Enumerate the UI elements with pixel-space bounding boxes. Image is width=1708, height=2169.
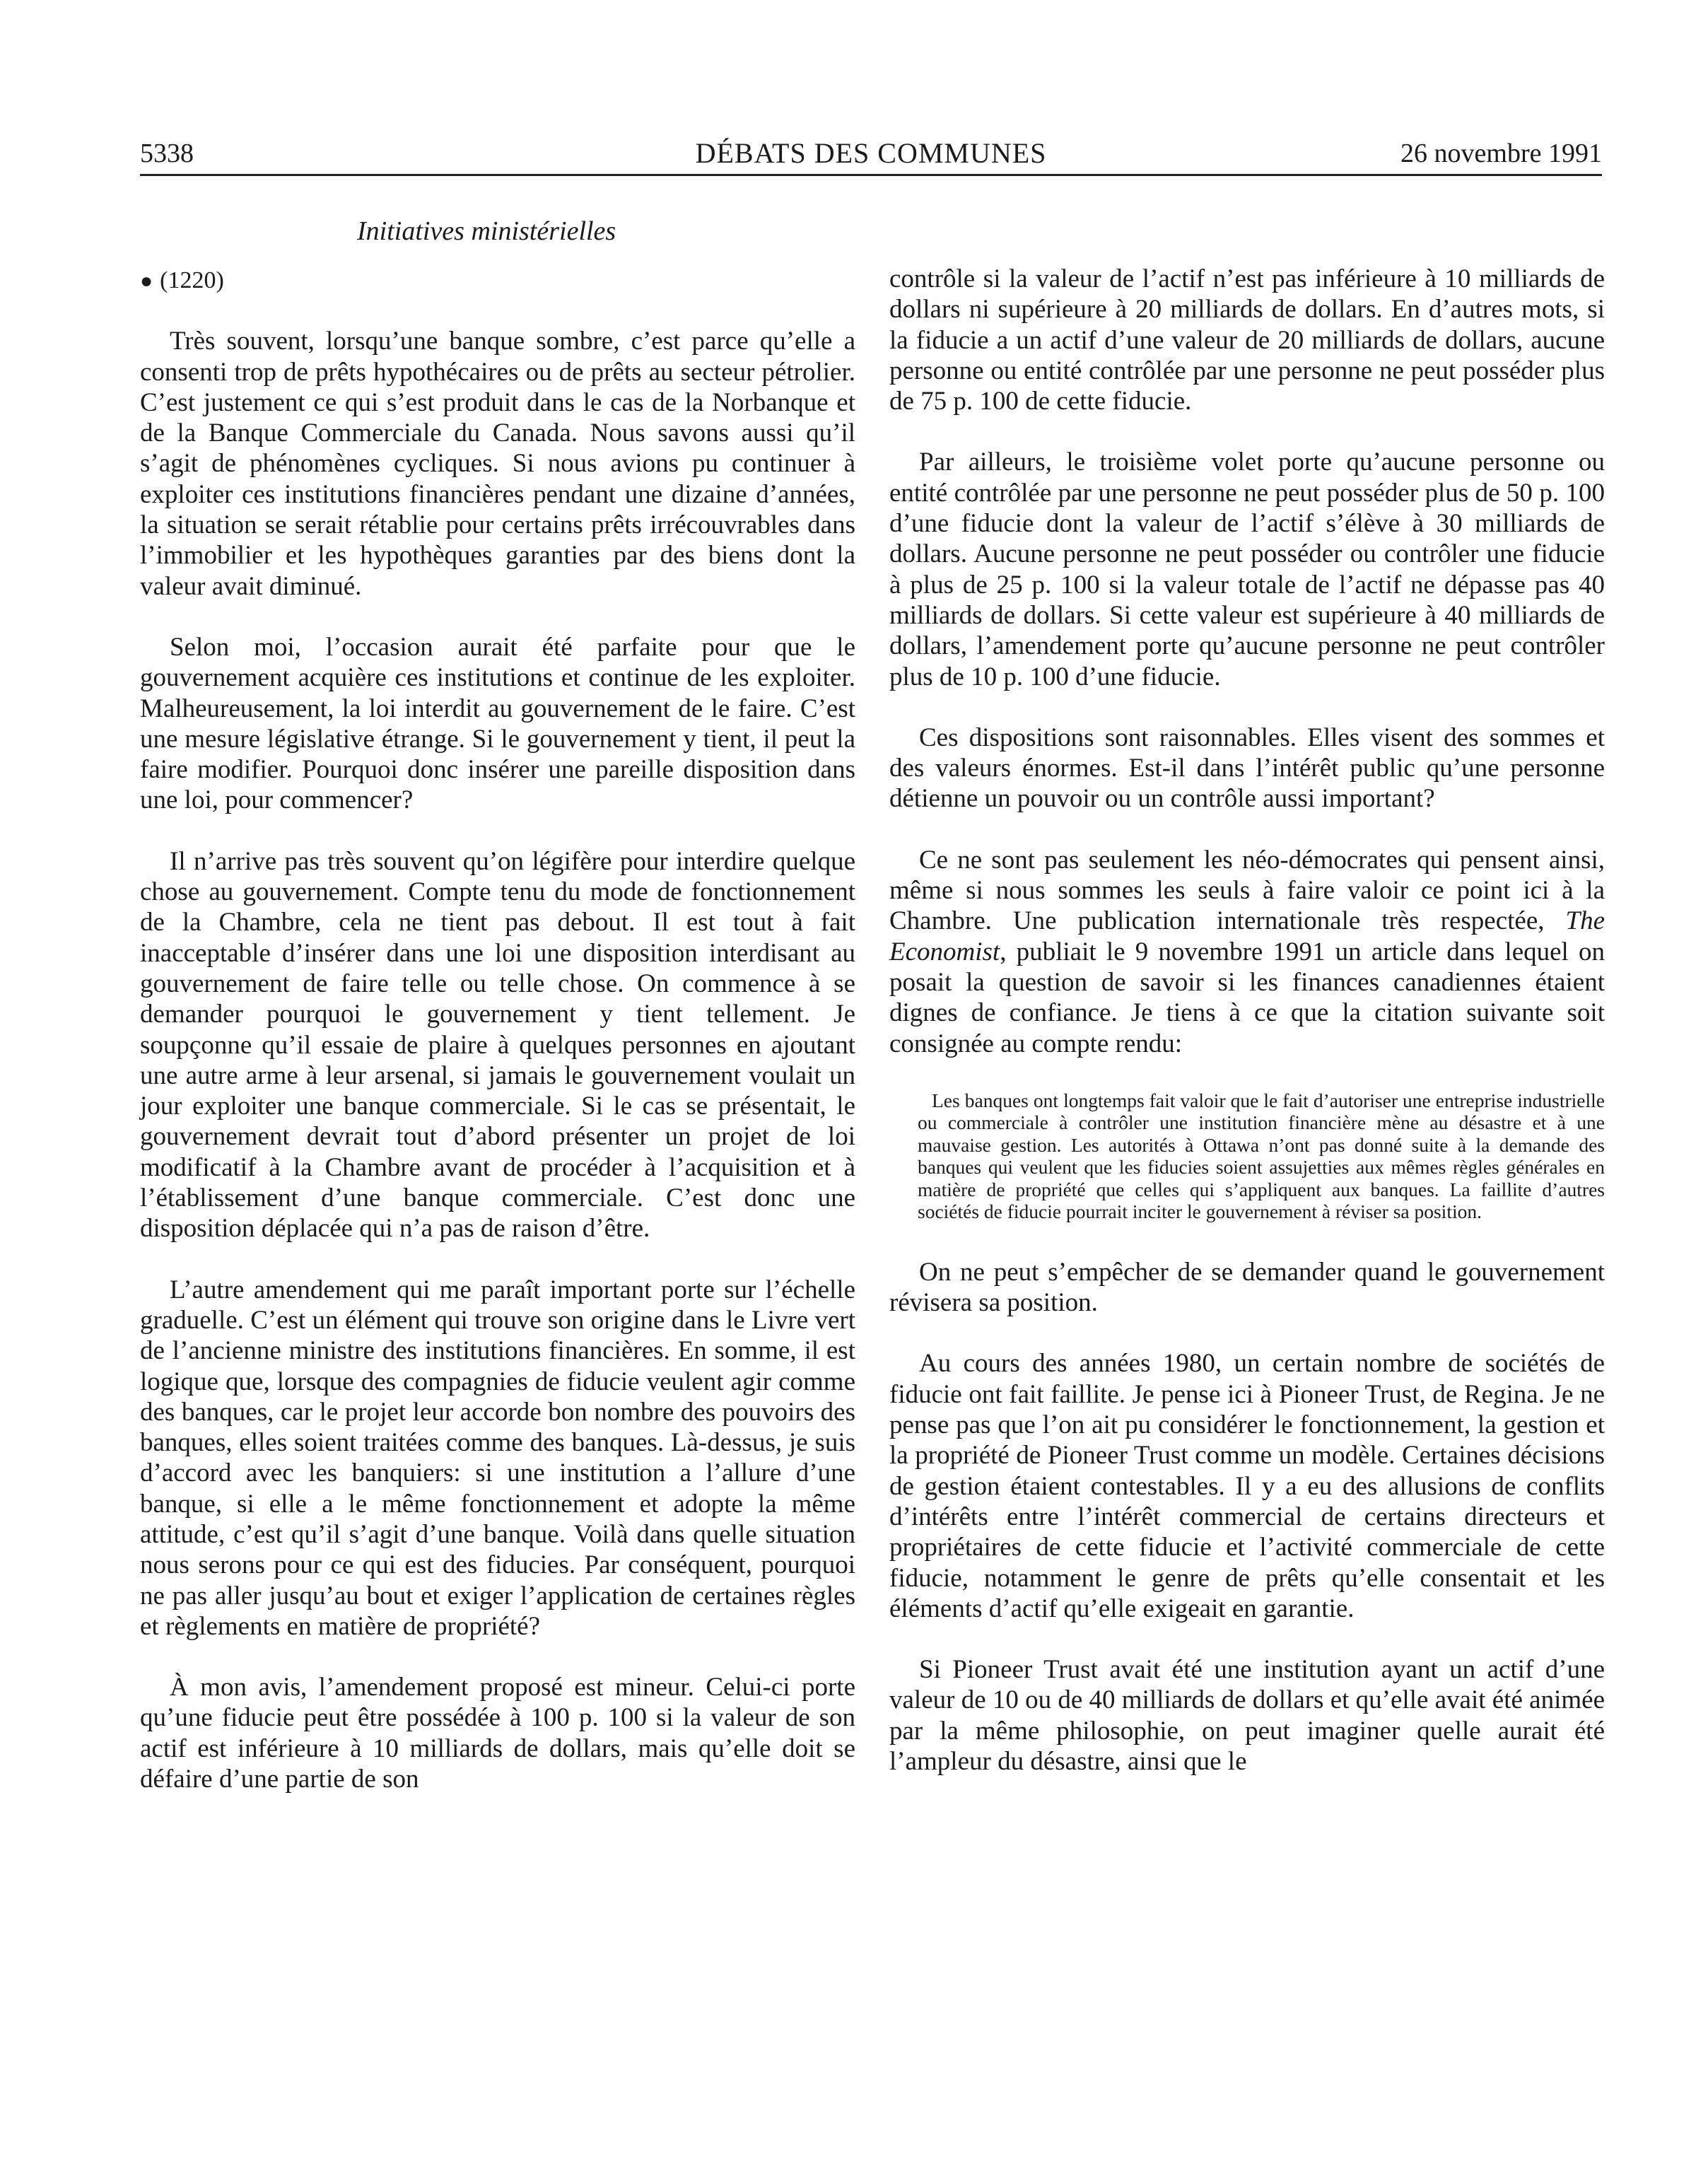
bullet-icon: ● xyxy=(140,269,153,293)
paragraph: Selon moi, l’occasion aurait été parfaite pour que le gouvernement acquière ces institutions et continue de les exploiter. Malheureusement, la loi interdit au gouvernement de le faire. C’est une mesure législative étrange. Si le gouvernement y tient, il peut la faire modifier. Pourquoi donc insérer une pareille disposition dans une loi, pour commencer? xyxy=(140,632,855,815)
page-header xyxy=(140,131,1602,173)
block-quote xyxy=(889,1089,1605,1223)
paragraph: Au cours des années 1980, un certain nombre de sociétés de fiducie ont fait faillite. Je pense ici à Pioneer Trust, de Regina. Je ne pense pas que l’on ait pu considérer le fonctionnement, la gestion et la propriété de Pioneer Trust comme un modèle. Certaines décisions de gestion étaient contestables. Il y a eu des allusions de conflits d’intérêts entre l’intérêt commercial de certains directeurs et propriétaires de cette fiducie et l’activité commerciale de cette fiducie, notamment le genre de prêts qu’elle consentait et les éléments d’actif qu’elle exigeait en garantie. xyxy=(889,1349,1605,1623)
economist-paragraph xyxy=(889,845,1605,1059)
paragraph: Par ailleurs, le troisième volet porte qu’aucune personne ou entité contrôlée par une personne ne peut posséder plus de 50 p. 100 d’une fiducie dont la valeur de l’actif s’élève à 30 milliards de dollars. Aucune personne ne peut posséder ou contrôler une fiducie à plus de 25 p. 100 si la valeur totale de l’actif ne dépasse pas 40 milliards de dollars. Si cette valeur est supérieure à 40 milliards de dollars, l’amendement porte qu’aucune personne ne peut contrôler plus de 10 p. 100 d’une fiducie. xyxy=(889,448,1605,691)
economist-paragraph-before: Ce ne sont pas seulement les néo-démocrates qui pensent ainsi, même si nous sommes les seuls à faire valoir ce point ici à la Chambre. Une publication internationale très respectée, xyxy=(889,845,1605,936)
page-number: 5338 xyxy=(140,139,194,168)
paragraph: Si Pioneer Trust avait été une institution ayant un actif d’une valeur de 10 ou de 40 milliards de dollars et qu’elle avait été animée par la même philosophie, on peut imaginer quelle aurait été l’ampleur du désastre, ainsi que le xyxy=(889,1655,1605,1776)
paragraph: L’autre amendement qui me paraît important porte sur l’échelle graduelle. C’est un élément qui trouve son origine dans le Livre vert de l’ancienne ministre des institutions financières. En somme, il est logique que, lorsque des compagnies de fiducie veulent agir comme des banques, car le projet leur accorde bon nombre des pouvoirs des banques, elles soient traitées comme des banques. Là-dessus, je suis d’accord avec les banquiers: si une institution a l’allure d’une banque, si elle a le même fonctionnement et adopte la même attitude, c’est qu’il s’agit d’une banque. Voilà dans quelle situation nous serons pour ce qui est des fiducies. Par conséquent, pourquoi ne pas aller jusqu’au bout et exiger l’application de certaines règles et règlements en matière de propriété? xyxy=(140,1275,855,1641)
publication-title: DÉBATS DES COMMUNES xyxy=(695,137,1047,169)
right-column xyxy=(889,264,1605,1807)
paragraph-continued: contrôle si la valeur de l’actif n’est pas inférieure à 10 milliards de dollars ni supérieure à 20 milliards de dollars. En d’autres mots, si la fiducie a un actif d’une valeur de 20 milliards de dollars, aucune personne ou entité contrôlée par une personne ne peut posséder plus de 75 p. 100 de cette fiducie. xyxy=(889,264,1605,416)
paragraph: Il n’arrive pas très souvent qu’on légifère pour interdire quelque chose au gouvernement. Compte tenu du mode de fonctionnement de la Chambre, cela ne tient pas debout. Il est tout à fait inacceptable d’insérer dans une loi une disposition interdisant au gouvernement de faire telle ou telle chose. On commence à se demander pourquoi le gouvernement y tient tellement. Je soupçonne qu’il essaie de plaire à quelques personnes en ajoutant une autre arme à leur arsenal, si jamais le gouvernement voulait un jour exploiter une banque commerciale. Si le cas se présentait, le gouvernement devrait tout d’abord présenter un projet de loi modificatif à la Chambre avant de procéder à l’acquisition et à l’établissement d’une banque commerciale. C’est donc une disposition déplacée qui n’a pas de raison d’être. xyxy=(140,846,855,1244)
paragraph: On ne peut s’empêcher de se demander quand le gouvernement révisera sa position. xyxy=(889,1257,1605,1318)
block-quote-text: Les banques ont longtemps fait valoir que le fait d’autoriser une entreprise industrielle ou commerciale à contrôler une institution financière mène au désastre et à une mauvaise gestion. Les autorités à Ottawa n’ont pas donné suite à la demande des banques qui veulent que les fiducies soient assujetties aux mêmes règles générales en matière de propriété que celles qui s’appliquent aux banques. La faillite d’autres sociétés de fiducie pourrait inciter le gouvernement à réviser sa position. xyxy=(918,1089,1605,1223)
header-rule xyxy=(140,174,1602,176)
economist-paragraph-after: , publiait le 9 novembre 1991 un article dans lequel on posait la question de savoir si les finances canadiennes étaient dignes de confiance. Je tiens à ce que la citation suivante soit consignée au compte rendu: xyxy=(889,937,1605,1058)
left-column xyxy=(140,265,855,1825)
publication-date: 26 novembre 1991 xyxy=(1400,139,1602,168)
paragraph: Très souvent, lorsqu’une banque sombre, c’est parce qu’elle a consenti trop de prêts hypothécaires ou de prêts au secteur pétrolier. C’est justement ce qui s’est produit dans le cas de la Norbanque et de la Banque Commerciale du Canada. Nous savons aussi qu’il s’agit de phénomènes cycliques. Si nous avions pu continuer à exploiter ces institutions financières pendant une dizaine d’années, la situation se serait rétablie pour certains prêts irrécouvrables dans l’immobilier et les hypothèques garanties par des biens dont la valeur avait diminué. xyxy=(140,327,855,601)
time-marker xyxy=(140,265,855,296)
time-marker-text: (1220) xyxy=(160,267,224,293)
paragraph: Ces dispositions sont raisonnables. Elles visent des sommes et des valeurs énormes. Est-il dans l’intérêt public qu’une personne détienne un pouvoir ou un contrôle aussi important? xyxy=(889,723,1605,814)
paragraph: À mon avis, l’amendement proposé est mineur. Celui-ci porte qu’une fiducie peut être possédée à 100 p. 100 si la valeur de son actif est inférieure à 10 milliards de dollars, mais qu’elle doit se défaire d’une partie de son xyxy=(140,1673,855,1794)
publication-name: The Economist xyxy=(889,906,1605,966)
section-title: Initiatives ministérielles xyxy=(357,216,616,246)
